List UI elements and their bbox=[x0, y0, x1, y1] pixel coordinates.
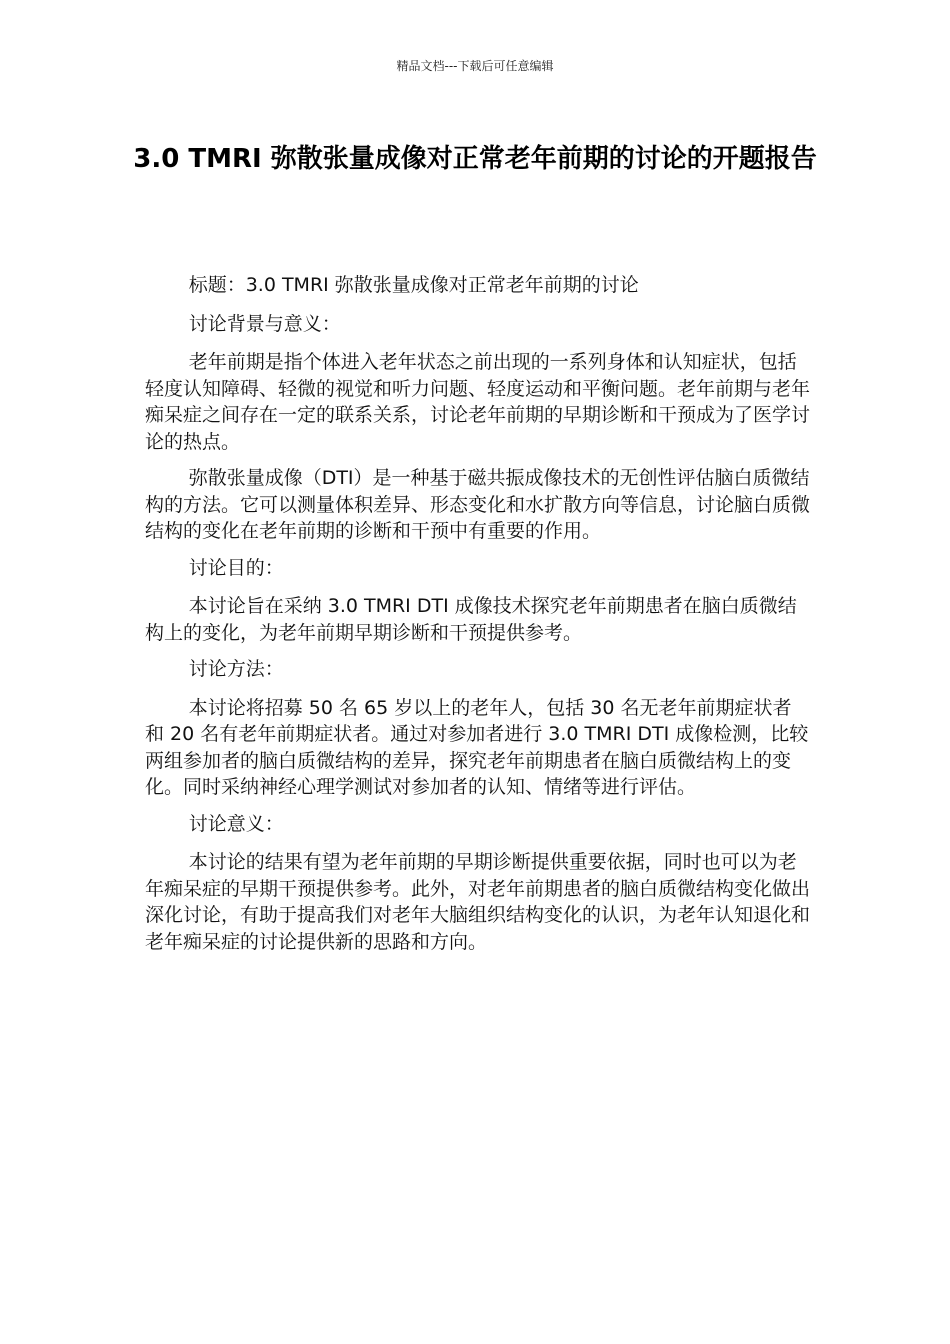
background-paragraph-1: 老年前期是指个体进入老年状态之前出现的一系列身体和认知症状，包括轻度认知障碍、轻微的视觉和听力问题、轻度运动和平衡问题。老年前期与老年痴呆症之间存在一定的联系关系，讨论老年前期的早期诊断和干预成为了医学讨论的热点。 bbox=[145, 351, 811, 453]
significance-paragraph: 本讨论的结果有望为老年前期的早期诊断提供重要依据，同时也可以为老年痴呆症的早期干预提供参考。此外，对老年前期患者的脑白质微结构变化做出深化讨论，有助于提高我们对老年大脑组织结构变化的认识，为老年认知退化和老年痴呆症的讨论提供新的思路和方向。 bbox=[145, 851, 811, 953]
method-paragraph: 本讨论将招募 50 名 65 岁以上的老年人，包括 30 名无老年前期症状者和 20 名有老年前期症状者。通过对参加者进行 3.0 TMRI DTI 成像检测，比较两组参加者的脑白质微结构的差异，探究老年前期患者在脑白质微结构上的变化。同时采纳神经心理学测试对参加者的认知、情绪等进行评估。 bbox=[145, 696, 809, 798]
document-title: 3.0 TMRI 弥散张量成像对正常老年前期的讨论的开题报告 bbox=[133, 144, 817, 174]
section-heading-background: 讨论背景与意义： bbox=[188, 312, 341, 335]
background-paragraph-2: 弥散张量成像（DTI）是一种基于磁共振成像技术的无创性评估脑白质微结构的方法。它可以测量体积差异、形态变化和水扩散方向等信息，讨论脑白质微结构的变化在老年前期的诊断和干预中有重要的作用。 bbox=[145, 467, 811, 542]
section-heading-purpose: 讨论目的： bbox=[188, 556, 284, 579]
document-body bbox=[145, 272, 810, 965]
subject-line: 标题：3.0 TMRI 弥散张量成像对正常老年前期的讨论 bbox=[188, 274, 639, 296]
purpose-paragraph: 本讨论旨在采纳 3.0 TMRI DTI 成像技术探究老年前期患者在脑白质微结构上的变化，为老年前期早期诊断和干预提供参考。 bbox=[145, 595, 797, 644]
section-heading-method: 讨论方法： bbox=[188, 658, 284, 680]
page-header: 精品文档---下载后可任意编辑 bbox=[396, 59, 554, 73]
section-heading-significance: 讨论意义： bbox=[188, 812, 284, 835]
